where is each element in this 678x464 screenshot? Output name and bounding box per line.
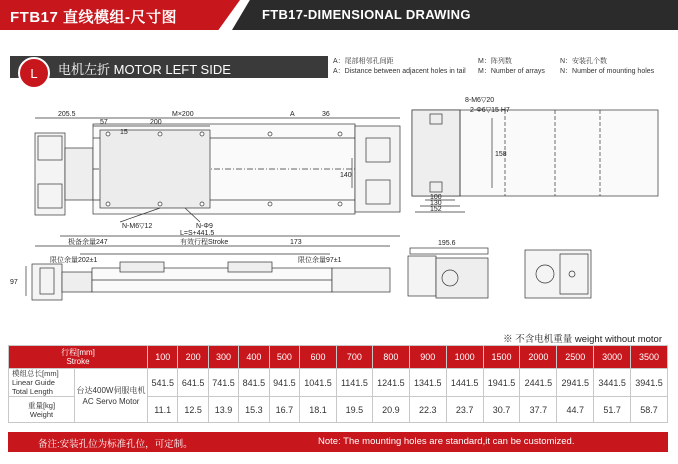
weight-cell: 19.5 xyxy=(336,397,372,423)
dim-173: 173 xyxy=(290,239,302,246)
length-cell: 1341.5 xyxy=(409,369,446,397)
stroke-cell: 800 xyxy=(372,346,409,369)
dim-130: 130 xyxy=(430,200,442,207)
dim-limit-left: 限位余量202±1 xyxy=(50,257,98,264)
stroke-cell: 2500 xyxy=(557,346,594,369)
stroke-cell: 700 xyxy=(336,346,372,369)
length-cell: 3441.5 xyxy=(594,369,631,397)
dim-57: 57 xyxy=(100,119,108,126)
legend-a xyxy=(333,57,466,77)
length-cell: 1941.5 xyxy=(483,369,520,397)
length-cell: 1241.5 xyxy=(372,369,409,397)
stroke-cell: 3500 xyxy=(631,346,668,369)
hole-m6: N-M6▽12 xyxy=(122,223,153,230)
dim-m200: M×200 xyxy=(172,111,194,118)
weight-cell: 12.5 xyxy=(178,397,208,423)
header-subtitle: FTB17-DIMENSIONAL DRAWING xyxy=(262,7,471,22)
stroke-label xyxy=(9,346,148,369)
stroke-cell: 1000 xyxy=(446,346,483,369)
dim-stroke-half: 极备余量247 xyxy=(68,239,108,246)
weight-cell: 44.7 xyxy=(557,397,594,423)
legend-m-en: M：Number of arrays xyxy=(478,68,545,75)
end-thread: 8-M6▽20 xyxy=(465,97,495,104)
header-title: FTB17 直线模组-尺寸图 xyxy=(10,9,178,26)
dim-limit-right: 限位余量97±1 xyxy=(298,257,342,264)
weight-cell: 20.9 xyxy=(372,397,409,423)
dim-200: 200 xyxy=(150,119,162,126)
stroke-cell: 500 xyxy=(269,346,299,369)
end-pin: 2-Φ6▽15 H7 xyxy=(470,107,510,114)
stroke-label-cn: 行程[mm] xyxy=(61,348,95,357)
weight-cell: 37.7 xyxy=(520,397,557,423)
motor-label xyxy=(75,369,148,423)
dim-length: L=S+441.5 xyxy=(180,230,215,237)
stroke-cell: 600 xyxy=(300,346,337,369)
stroke-cell: 200 xyxy=(178,346,208,369)
dim-a: A xyxy=(290,111,295,118)
weight-cell: 58.7 xyxy=(631,397,668,423)
weight-label-cn: 重量[kg] xyxy=(27,400,56,410)
length-cell: 541.5 xyxy=(148,369,178,397)
dim-15: 15 xyxy=(120,129,128,136)
page-header xyxy=(0,0,678,30)
spec-table xyxy=(8,345,668,423)
stroke-label-en: Stroke xyxy=(66,357,90,366)
stroke-cell: 900 xyxy=(409,346,446,369)
weight-note: ※ 不含电机重量 weight without motor xyxy=(503,334,662,345)
dim-140: 140 xyxy=(340,172,352,179)
length-cell: 2441.5 xyxy=(520,369,557,397)
length-cell: 2941.5 xyxy=(557,369,594,397)
length-cell: 1141.5 xyxy=(336,369,372,397)
dim-36: 36 xyxy=(322,111,330,118)
stroke-cell: 100 xyxy=(148,346,178,369)
legend-n xyxy=(560,57,654,77)
stroke-row xyxy=(9,346,668,369)
length-cell: 1441.5 xyxy=(446,369,483,397)
stroke-cell: 300 xyxy=(208,346,238,369)
hole-phi9: N-Φ9 xyxy=(196,223,213,230)
weight-cell: 13.9 xyxy=(208,397,238,423)
dim-100: 100 xyxy=(430,194,442,201)
footer-note-cn: 备注:安装孔位为标准孔位，可定制。 xyxy=(38,439,193,450)
footer-note xyxy=(8,432,668,452)
weight-cell: 16.7 xyxy=(269,397,299,423)
footer-note-en: Note: The mounting holes are standard,it can be customized. xyxy=(318,436,575,447)
length-label xyxy=(9,369,75,397)
length-row xyxy=(9,369,668,397)
length-label-cn: 模组总长[mm] xyxy=(12,369,59,378)
dimensional-drawing xyxy=(0,88,678,320)
stroke-cell: 400 xyxy=(239,346,269,369)
dim-158: 158 xyxy=(495,151,507,158)
section-badge: L xyxy=(18,57,50,89)
weight-cell: 51.7 xyxy=(594,397,631,423)
weight-cell: 23.7 xyxy=(446,397,483,423)
weight-label-en: Weight xyxy=(29,409,54,419)
legend-n-cn: N：安装孔个数 xyxy=(560,58,608,65)
weight-label xyxy=(9,397,75,423)
length-label-en1: Linear Guide xyxy=(12,378,55,387)
legend-n-en: N：Number of mounting holes xyxy=(560,68,655,75)
weight-cell: 30.7 xyxy=(483,397,520,423)
stroke-cell: 1500 xyxy=(483,346,520,369)
dim-97: 97 xyxy=(10,279,18,286)
length-label-en2: Total Length xyxy=(12,387,53,396)
weight-cell: 15.3 xyxy=(239,397,269,423)
weight-cell: 11.1 xyxy=(148,397,178,423)
length-cell: 941.5 xyxy=(269,369,299,397)
dim-152: 152 xyxy=(430,206,442,213)
dim-stroke: 有效行程Stroke xyxy=(180,239,229,246)
legend-m-cn: M：阵列数 xyxy=(478,58,512,65)
stroke-cell: 3000 xyxy=(594,346,631,369)
dim-205: 205.5 xyxy=(58,111,76,118)
section-title: 电机左折 MOTOR LEFT SIDE xyxy=(58,62,231,77)
length-cell: 1041.5 xyxy=(300,369,337,397)
stroke-cell: 2000 xyxy=(520,346,557,369)
weight-cell: 22.3 xyxy=(409,397,446,423)
length-cell: 741.5 xyxy=(208,369,238,397)
legend-a-en: A：Distance between adjacent holes in tail xyxy=(333,68,466,75)
length-cell: 641.5 xyxy=(178,369,208,397)
motor-label-cn: 台达400W伺服电机 xyxy=(76,385,146,395)
weight-cell: 18.1 xyxy=(300,397,337,423)
legend-a-cn: A：尾部相邻孔间距 xyxy=(333,58,394,65)
legend-m xyxy=(478,57,545,77)
length-cell: 841.5 xyxy=(239,369,269,397)
length-cell: 3941.5 xyxy=(631,369,668,397)
motor-label-en: AC Servo Motor xyxy=(82,396,140,406)
dim-195: 195.6 xyxy=(438,240,456,247)
